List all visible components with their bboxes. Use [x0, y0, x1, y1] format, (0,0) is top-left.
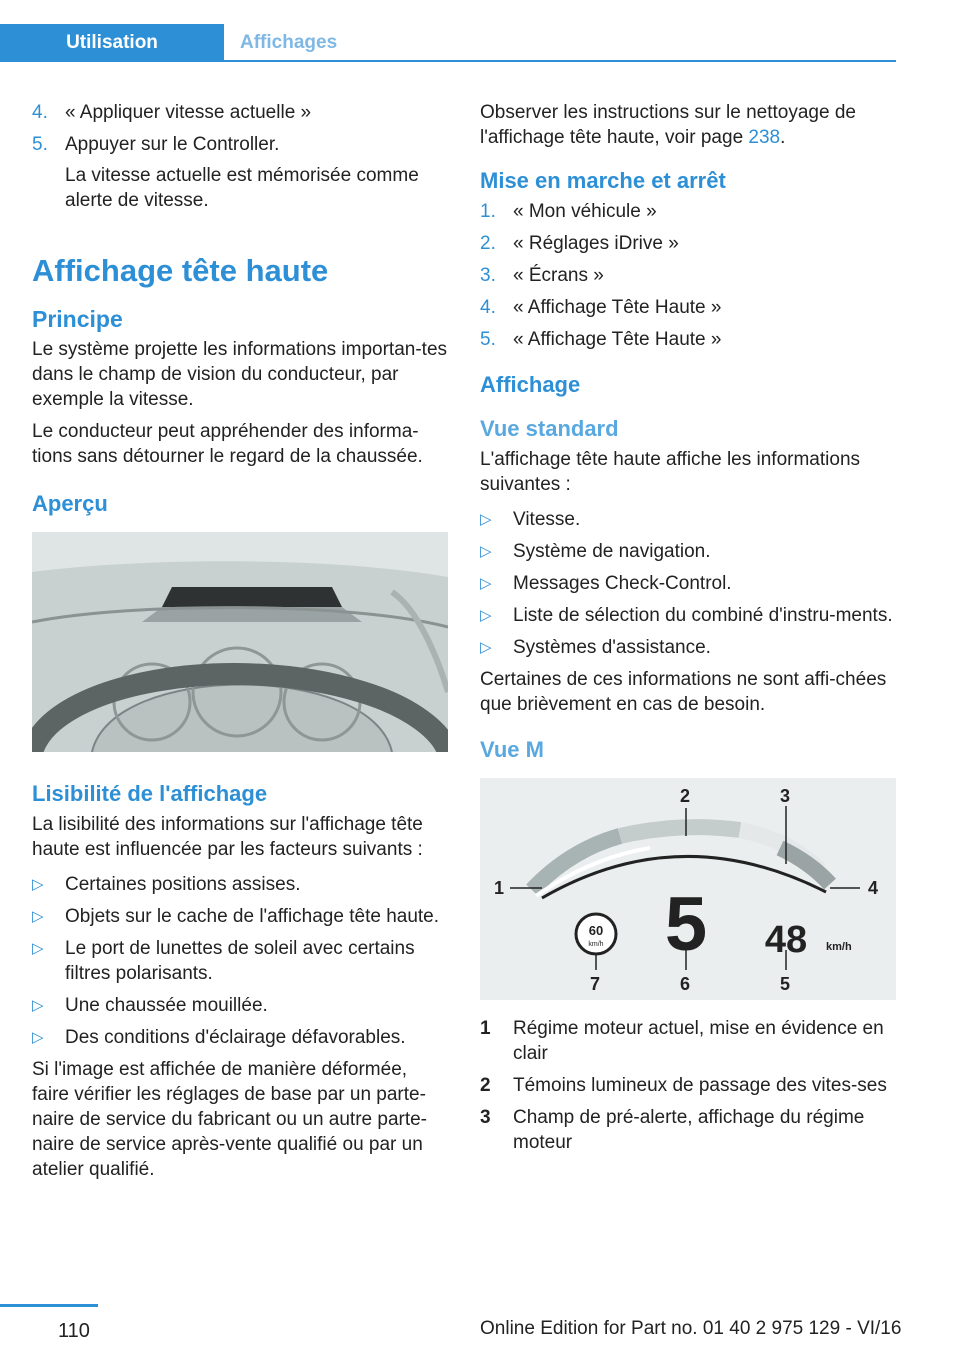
dashboard-illustration [32, 532, 448, 752]
triangle-bullet-icon: ▷ [32, 997, 44, 1014]
triangle-bullet-icon: ▷ [32, 876, 44, 893]
legend-number: 1 [480, 1018, 491, 1039]
item-text: Système de navigation. [513, 541, 711, 562]
step-number: 1. [480, 201, 496, 222]
triangle-bullet-icon: ▷ [480, 543, 492, 560]
triangle-bullet-icon: ▷ [480, 575, 492, 592]
affichage-title: Affichage [480, 372, 581, 397]
principe-paragraph-1: Le système projette les informations importan-tes dans le champ de vision du conducteur, par exemple la vitesse. [32, 339, 448, 410]
list-item [480, 539, 896, 564]
callout-1: 1 [494, 878, 505, 898]
item-text: Vitesse. [513, 509, 581, 530]
triangle-bullet-icon: ▷ [32, 1029, 44, 1046]
cleaning-note [480, 100, 896, 150]
list-item [480, 263, 896, 288]
list-item [480, 231, 896, 256]
step-subtext: La vitesse actuelle est mémorisée comme alerte de vitesse. [65, 165, 419, 211]
list-item [480, 1016, 896, 1066]
step-number: 5. [32, 134, 48, 155]
step-text: « Mon véhicule » [513, 201, 657, 222]
triangle-bullet-icon: ▷ [480, 607, 492, 624]
lisibilite-title: Lisibilité de l'affichage [32, 781, 268, 806]
standard-note: Certaines de ces informations ne sont affi-chées que brièvement en cas de besoin. [480, 669, 887, 715]
edition-note: Online Edition for Part no. 01 40 2 975 129 - VI/16 [480, 1318, 902, 1339]
legend-number: 2 [480, 1075, 491, 1096]
vue-m-illustration [480, 778, 896, 1000]
item-text: Systèmes d'assistance. [513, 637, 711, 658]
legend-number: 3 [480, 1107, 491, 1128]
callout-4: 4 [868, 878, 879, 898]
list-item [32, 132, 448, 213]
factor-text: Le port de lunettes de soleil avec certains filtres polarisants. [65, 938, 415, 984]
list-item [480, 603, 896, 628]
factor-text: Des conditions d'éclairage défavorables. [65, 1027, 406, 1048]
vue-m-figure [480, 778, 896, 1000]
step-text: « Écrans » [513, 265, 604, 286]
list-item [32, 993, 448, 1018]
lisibilite-paragraph: La lisibilité des informations sur l'affichage tête haute est influencée par les facteurs suivants : [32, 814, 423, 860]
list-item [480, 1073, 896, 1098]
factors-list [32, 872, 448, 1050]
right-column [480, 100, 896, 1162]
principe-paragraph-2: Le conducteur peut appréhender des informa-tions sans détourner le regard de la chaussée. [32, 421, 423, 467]
page-number: 110 [58, 1320, 90, 1342]
vue-standard-paragraph: L'affichage tête haute affiche les informations suivantes : [480, 449, 861, 495]
list-item [32, 1025, 448, 1050]
gear-indicator: 5 [664, 882, 708, 967]
step-number: 5. [480, 329, 496, 350]
legend-text: Témoins lumineux de passage des vites-ses [513, 1075, 887, 1096]
speed-limit-value: 60 [588, 923, 604, 938]
speed-limit-unit: km/h [588, 941, 604, 948]
list-item [32, 904, 448, 929]
list-item [480, 199, 896, 224]
step-text: « Appliquer vitesse actuelle » [65, 102, 312, 123]
steps-top [32, 100, 448, 213]
list-item [32, 872, 448, 897]
triangle-bullet-icon: ▷ [32, 940, 44, 957]
list-item [32, 100, 448, 125]
cleaning-note-end: . [780, 127, 786, 148]
factor-text: Objets sur le cache de l'affichage tête haute. [65, 906, 440, 927]
callout-6: 6 [680, 974, 691, 994]
tab-utilisation[interactable]: Utilisation [0, 24, 224, 62]
marche-steps [480, 199, 896, 352]
callout-5: 5 [780, 974, 791, 994]
closing-paragraph: Si l'image est affichée de manière déformée, faire vérifier les réglages de base par un parte-naire de service du fabricant ou un autre parte-naire de service après-vente qualifié ou par un atelier qualifié. [32, 1059, 428, 1180]
list-item [32, 936, 448, 986]
left-column [32, 100, 448, 1189]
tab-affichages[interactable]: Affichages [240, 32, 338, 53]
step-number: 4. [32, 102, 48, 123]
apercu-title: Aperçu [32, 491, 108, 516]
callout-2: 2 [680, 786, 691, 806]
step-text: « Affichage Tête Haute » [513, 297, 722, 318]
step-text: Appuyer sur le Controller. [65, 134, 280, 155]
step-number: 2. [480, 233, 496, 254]
vue-m-title: Vue M [480, 737, 544, 762]
list-item [480, 295, 896, 320]
page-link[interactable]: 238 [748, 127, 781, 148]
triangle-bullet-icon: ▷ [32, 908, 44, 925]
factor-text: Certaines positions assises. [65, 874, 301, 895]
list-item [480, 327, 896, 352]
triangle-bullet-icon: ▷ [480, 639, 492, 656]
speed-unit: km/h [826, 941, 852, 953]
legend-text: Champ de pré-alerte, affichage du régime moteur [513, 1107, 865, 1153]
figure-legend [480, 1016, 896, 1155]
marche-title: Mise en marche et arrêt [480, 168, 726, 193]
list-item [480, 1105, 896, 1155]
item-text: Messages Check-Control. [513, 573, 732, 594]
triangle-bullet-icon: ▷ [480, 511, 492, 528]
footer-divider [0, 1304, 98, 1307]
factor-text: Une chaussée mouillée. [65, 995, 268, 1016]
header-divider [0, 60, 896, 62]
header-tabs [0, 24, 896, 62]
step-number: 4. [480, 297, 496, 318]
section-title: Affichage tête haute [32, 253, 329, 288]
step-text: « Affichage Tête Haute » [513, 329, 722, 350]
principe-title: Principe [32, 306, 123, 332]
step-number: 3. [480, 265, 496, 286]
current-speed: 48 [764, 919, 808, 961]
list-item [480, 571, 896, 596]
vue-standard-title: Vue standard [480, 416, 619, 441]
cleaning-note-text: Observer les instructions sur le nettoyage de l'affichage tête haute, voir page [480, 102, 856, 148]
hud-dashboard-image [32, 532, 448, 752]
step-text: « Réglages iDrive » [513, 233, 679, 254]
list-item [480, 635, 896, 660]
list-item [480, 507, 896, 532]
legend-text: Régime moteur actuel, mise en évidence en clair [513, 1018, 884, 1064]
callout-7: 7 [590, 974, 601, 994]
standard-items [480, 507, 896, 660]
callout-3: 3 [780, 786, 791, 806]
item-text: Liste de sélection du combiné d'instru-ments. [513, 605, 893, 626]
